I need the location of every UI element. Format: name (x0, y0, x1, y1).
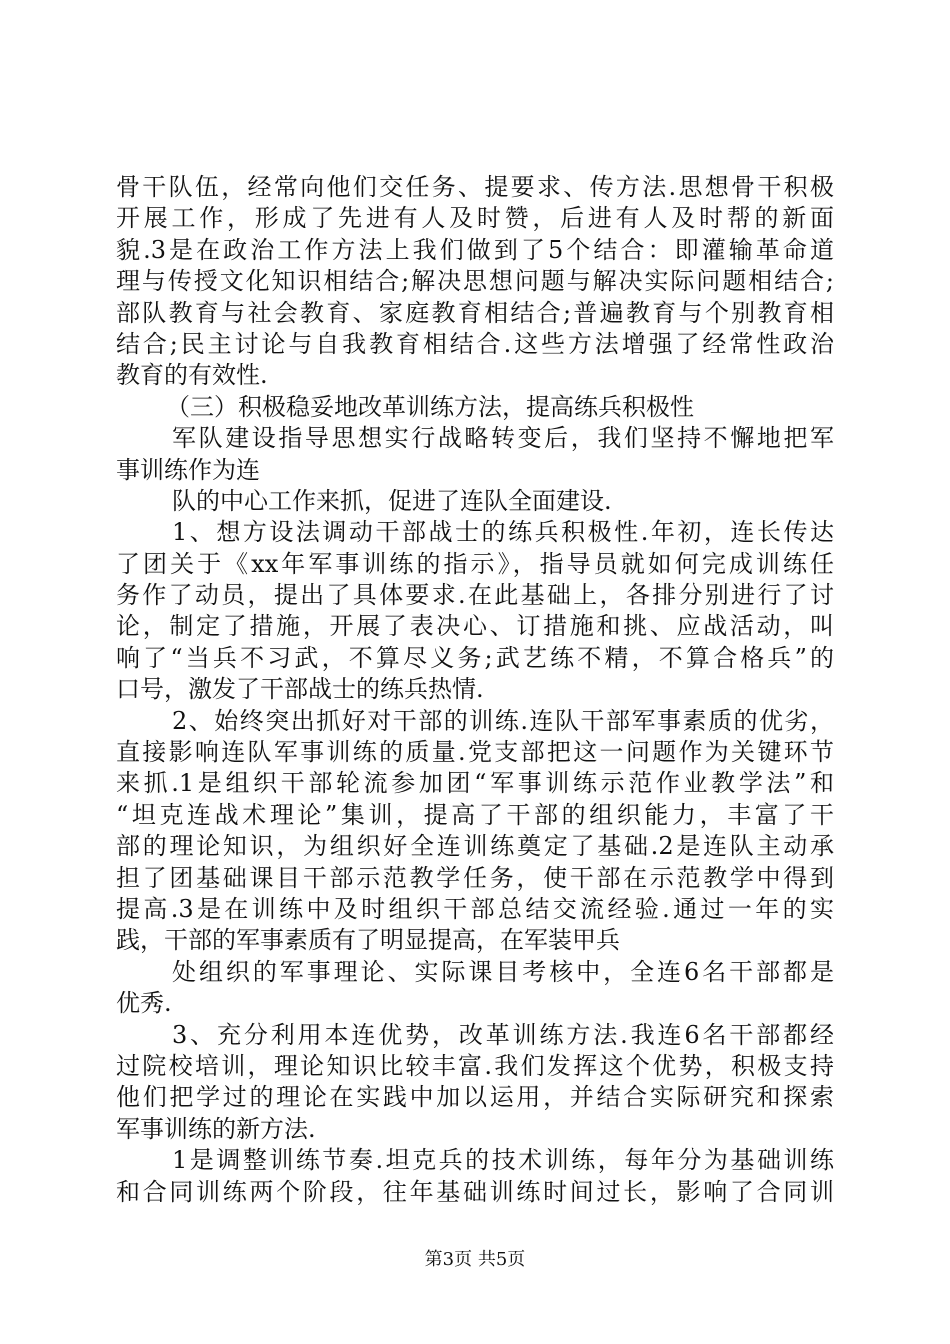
text-line: 3、充分利用本连优势，改革训练方法.我连6名干部都经 (172, 1020, 834, 1049)
text-line: 貌.3是在政治工作方法上我们做到了5个结合：即灌输革命道 (116, 235, 834, 264)
document-body (116, 172, 834, 1208)
text-line: 1、想方设法调动干部战士的练兵积极性.年初，连长传达 (172, 518, 834, 547)
text-line: 开展工作，形成了先进有人及时赞，后进有人及时帮的新面 (116, 204, 834, 233)
text-line: 结合;民主讨论与自我教育相结合.这些方法增强了经常性政治 (116, 329, 834, 358)
text-line: 来抓.1是组织干部轮流参加团“军事训练示范作业教学法”和 (116, 769, 834, 798)
page-number-footer: 第3页 共5页 (424, 1249, 526, 1270)
text-line: 军队建设指导思想实行战略转变后，我们坚持不懈地把军 (172, 424, 834, 453)
text-line: 1是调整训练节奏.坦克兵的技术训练，每年分为基础训练 (172, 1146, 834, 1175)
text-line: 骨干队伍，经常向他们交任务、提要求、传方法.思想骨干积极 (116, 173, 834, 201)
text-line: 理与传授文化知识相结合;解决思想问题与解决实际问题相结合; (116, 267, 834, 296)
text-line: 响了“当兵不习武，不算尽义务;武艺练不精，不算合格兵”的 (116, 643, 834, 672)
text-line: 论，制定了措施，开展了表决心、订措施和挑、应战活动，叫 (116, 612, 834, 641)
text-line: “坦克连战术理论”集训，提高了干部的组织能力，丰富了干 (116, 800, 834, 829)
text-line: 担了团基础课目干部示范教学任务，使干部在示范教学中得到 (116, 863, 834, 892)
text-line: 践，干部的军事素质有了明显提高，在军装甲兵 (116, 926, 620, 955)
text-line: 过院校培训，理论知识比较丰富.我们发挥这个优势，积极支持 (116, 1051, 834, 1080)
text-line: 教育的有效性. (116, 361, 268, 390)
text-line: 处组织的军事理论、实际课目考核中，全连6名干部都是 (172, 957, 834, 986)
text-line: 队的中心工作来抓，促进了连队全面建设. (172, 486, 612, 515)
text-line: 事训练作为连 (116, 455, 260, 484)
text-line: 2、始终突出抓好对干部的训练.连队干部军事素质的优劣， (172, 706, 834, 735)
text-line: 他们把学过的理论在实践中加以运用，并结合实际研究和探索 (116, 1083, 834, 1112)
section-heading: （三）积极稳妥地改革训练方法，提高练兵积极性 (166, 392, 694, 421)
text-line: 口号，激发了干部战士的练兵热情. (116, 675, 484, 704)
text-line: 和合同训练两个阶段，往年基础训练时间过长，影响了合同训 (116, 1177, 834, 1206)
text-line: 提高.3是在训练中及时组织干部总结交流经验.通过一年的实 (116, 894, 834, 923)
text-line: 优秀. (116, 989, 172, 1018)
text-line: 部队教育与社会教育、家庭教育相结合;普遍教育与个别教育相 (116, 298, 834, 327)
text-line: 直接影响连队军事训练的质量.党支部把这一问题作为关键环节 (116, 738, 834, 767)
text-line: 了团关于《xx年军事训练的指示》，指导员就如何完成训练任 (116, 549, 834, 578)
text-line: 务作了动员，提出了具体要求.在此基础上，各排分别进行了讨 (116, 581, 834, 610)
text-line: 部的理论知识，为组织好全连训练奠定了基础.2是连队主动承 (116, 832, 834, 861)
text-line: 军事训练的新方法. (116, 1114, 316, 1143)
